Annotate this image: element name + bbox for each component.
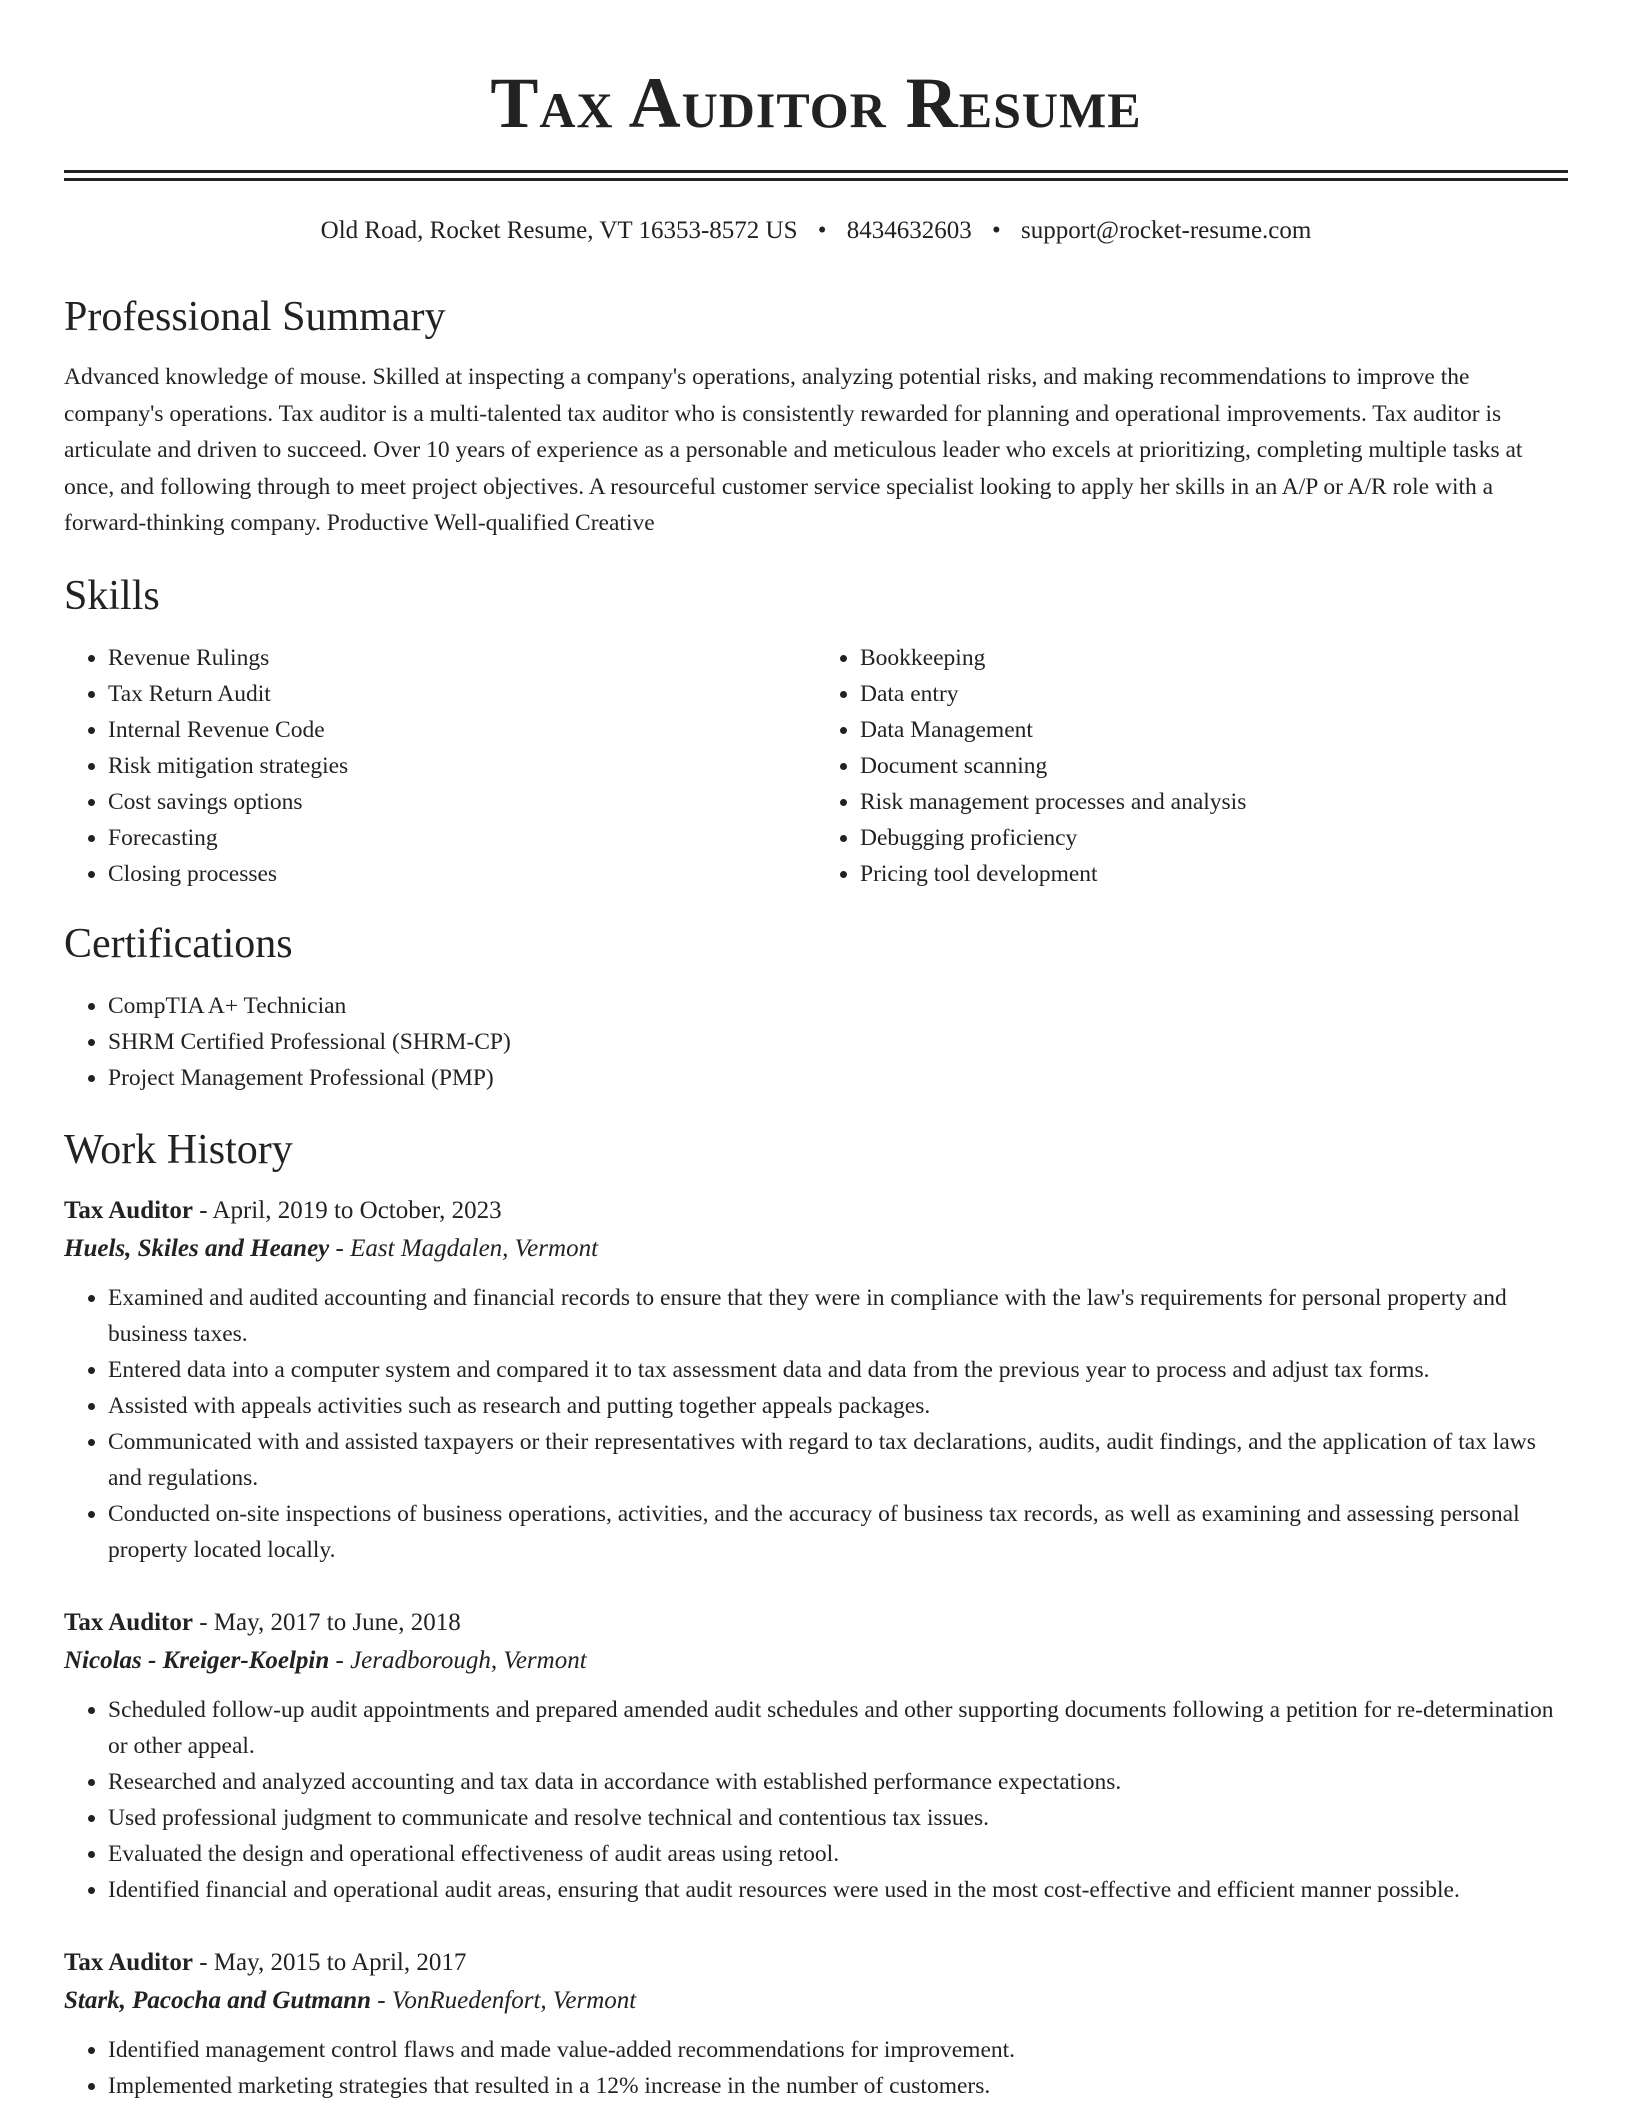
certification-item: • SHRM Certified Professional (SHRM-CP)	[108, 1024, 1568, 1060]
skill-item: • Document scanning	[860, 748, 1568, 784]
skill-item: • Risk management processes and analysis	[860, 784, 1568, 820]
contact-phone: 8434632603	[846, 217, 972, 244]
skill-item: • Forecasting	[108, 820, 816, 856]
contact-separator: •	[992, 217, 1001, 244]
job-bullet: • Conducted on-site inspections of business operations, activities, and the accuracy of business tax records, as well as examining and assessing personal property located locally.	[108, 1496, 1568, 1568]
job-bullet: • Used professional judgment to communicate and resolve technical and contentious tax issues.	[108, 1800, 1568, 1836]
contact-email: support@rocket-resume.com	[1021, 217, 1312, 244]
skill-item: • Tax Return Audit	[108, 676, 816, 712]
job-bullets	[64, 1692, 1568, 1908]
job-bullet: • Evaluated the design and operational effectiveness of audit areas using retool.	[108, 1836, 1568, 1872]
skill-item: • Debugging proficiency	[860, 820, 1568, 856]
skill-item: • Risk mitigation strategies	[108, 748, 816, 784]
skills-list-right	[816, 640, 1568, 892]
skill-item: • Cost savings options	[108, 784, 816, 820]
work-history-heading: Work History	[64, 1126, 293, 1173]
company-name: Nicolas - Kreiger-Koelpin	[64, 1646, 330, 1674]
job-entry	[64, 1944, 1568, 2104]
job-title: Tax Auditor	[64, 1948, 193, 1976]
job-bullet: • Researched and analyzed accounting and tax data in accordance with established performance expectations.	[108, 1764, 1568, 1800]
skill-item: • Internal Revenue Code	[108, 712, 816, 748]
company-line	[64, 1642, 1568, 1680]
job-title-line	[64, 1192, 1568, 1230]
job-bullets	[64, 1280, 1568, 1568]
job-dates: - May, 2017 to June, 2018	[192, 1608, 461, 1636]
work-history-section	[64, 1124, 1568, 2104]
skills-section	[64, 570, 1568, 892]
contact-separator: •	[817, 217, 827, 244]
job-bullet: • Examined and audited accounting and financial records to ensure that they were in compliance with the law's requirements for personal property and business taxes.	[108, 1280, 1568, 1352]
company-line	[64, 1982, 1568, 2020]
title-divider	[64, 170, 1568, 181]
job-title-line	[64, 1604, 1568, 1642]
job-dates: - April, 2019 to October, 2023	[192, 1196, 502, 1224]
job-bullet: • Scheduled follow-up audit appointments and prepared amended audit schedules and other supporting documents following a petition for re-determination or other appeal.	[108, 1692, 1568, 1764]
certifications-section	[64, 918, 1568, 1096]
skill-item: • Data entry	[860, 676, 1568, 712]
job-entry	[64, 1192, 1568, 1568]
company-location: - East Magdalen, Vermont	[329, 1234, 599, 1262]
certification-item: • Project Management Professional (PMP)	[108, 1060, 1568, 1096]
skill-item: • Revenue Rulings	[108, 640, 816, 676]
job-bullet: • Entered data into a computer system and compared it to tax assessment data and data from the previous year to process and adjust tax forms.	[108, 1352, 1568, 1388]
company-line	[64, 1230, 1568, 1268]
job-bullet: • Assisted with appeals activities such as research and putting together appeals packages.	[108, 1388, 1568, 1424]
job-dates: - May, 2015 to April, 2017	[192, 1948, 467, 1976]
skills-columns	[64, 640, 1568, 892]
skills-heading: Skills	[64, 572, 160, 619]
job-title: Tax Auditor	[64, 1196, 193, 1224]
skill-item: • Closing processes	[108, 856, 816, 892]
contact-line	[64, 215, 1568, 247]
summary-heading: Professional Summary	[64, 294, 446, 340]
company-location: - Jeradborough, Vermont	[329, 1646, 587, 1674]
certifications-heading: Certifications	[64, 920, 293, 967]
company-name: Huels, Skiles and Heaney	[64, 1234, 330, 1262]
job-title-line	[64, 1944, 1568, 1982]
summary-section	[64, 291, 1568, 542]
certifications-list	[64, 988, 1568, 1096]
job-title: Tax Auditor	[64, 1608, 193, 1636]
skill-item: • Data Management	[860, 712, 1568, 748]
job-bullet: • Identified management control flaws and made value-added recommendations for improvement.	[108, 2032, 1568, 2068]
job-bullet: • Implemented marketing strategies that resulted in a 12% increase in the number of customers.	[108, 2068, 1568, 2104]
company-name: Stark, Pacocha and Gutmann	[64, 1986, 372, 2014]
contact-address: Old Road, Rocket Resume, VT 16353-8572 US	[320, 217, 798, 244]
summary-text: Advanced knowledge of mouse. Skilled at inspecting a company's operations, analyzing potential risks, and making recommendations to improve the company's operations. Tax auditor is a multi-talented tax auditor who is consistently rewarded for planning and operational improvements. Tax auditor is articulate and driven to succeed. Over 10 years of experience as a personable and meticulous leader who excels at prioritizing, completing multiple tasks at once, and following through to meet project objectives. A resourceful customer service specialist looking to apply her skills in an A/P or A/R role with a forward-thinking company. Productive Well-qualified Creative	[64, 364, 1523, 536]
job-bullet: • Identified financial and operational audit areas, ensuring that audit resources were used in the most cost-effective and efficient manner possible.	[108, 1872, 1568, 1908]
company-location: - VonRuedenfort, Vermont	[371, 1986, 637, 2014]
job-entry	[64, 1604, 1568, 1908]
certification-item: • CompTIA A+ Technician	[108, 988, 1568, 1024]
job-bullets	[64, 2032, 1568, 2104]
skills-list-left	[64, 640, 816, 892]
skill-item: • Pricing tool development	[860, 856, 1568, 892]
page-title: Tax Auditor Resume	[490, 63, 1142, 143]
job-bullet: • Communicated with and assisted taxpayers or their representatives with regard to tax declarations, audits, audit findings, and the application of tax laws and regulations.	[108, 1424, 1568, 1496]
skill-item: • Bookkeeping	[860, 640, 1568, 676]
